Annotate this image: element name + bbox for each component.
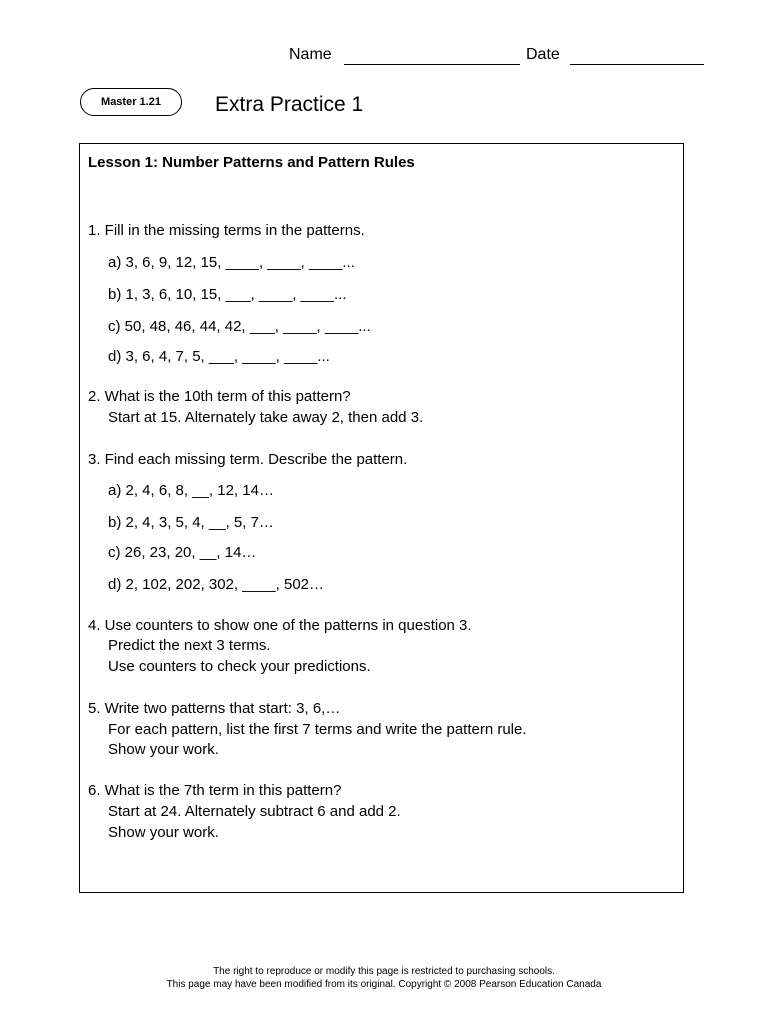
date-label: Date bbox=[526, 46, 560, 63]
q6-line2: Start at 24. Alternately subtract 6 and add 2. bbox=[108, 803, 401, 820]
date-field[interactable] bbox=[570, 46, 704, 65]
q6-prompt: 6. What is the 7th term in this pattern? bbox=[88, 782, 342, 799]
q1-item-d: d) 3, 6, 4, 7, 5, ___, ____, ____... bbox=[108, 348, 330, 365]
q4-prompt: 4. Use counters to show one of the patterns in question 3. bbox=[88, 617, 472, 634]
footer-rights: The right to reproduce or modify this page is restricted to purchasing schools. bbox=[213, 966, 555, 977]
q1-item-c: c) 50, 48, 46, 44, 42, ___, ____, ____... bbox=[108, 318, 371, 335]
q1-item-b: b) 1, 3, 6, 10, 15, ___, ____, ____... bbox=[108, 286, 347, 303]
q2-line2: Start at 15. Alternately take away 2, then add 3. bbox=[108, 409, 424, 426]
q3-prompt: 3. Find each missing term. Describe the pattern. bbox=[88, 451, 408, 468]
q3-item-d: d) 2, 102, 202, 302, ____, 502… bbox=[108, 576, 324, 593]
q4-line2: Predict the next 3 terms. bbox=[108, 637, 271, 654]
name-field[interactable] bbox=[344, 46, 520, 65]
q5-line3: Show your work. bbox=[108, 741, 219, 758]
lesson-heading: Lesson 1: Number Patterns and Pattern Rules bbox=[88, 154, 415, 171]
q3-item-a: a) 2, 4, 6, 8, __, 12, 14… bbox=[108, 482, 274, 499]
name-date-row bbox=[0, 46, 768, 70]
q5-line2: For each pattern, list the first 7 terms and write the pattern rule. bbox=[108, 721, 527, 738]
q2-prompt: 2. What is the 10th term of this pattern? bbox=[88, 388, 351, 405]
footer-copyright: This page may have been modified from its original. Copyright © 2008 Pearson Education Canada bbox=[166, 979, 602, 990]
worksheet-box bbox=[79, 143, 684, 893]
master-badge: Master 1.21 bbox=[80, 88, 182, 116]
q6-line3: Show your work. bbox=[108, 824, 219, 841]
q1-item-a: a) 3, 6, 9, 12, 15, ____, ____, ____... bbox=[108, 254, 355, 271]
q4-line3: Use counters to check your predictions. bbox=[108, 658, 371, 675]
page-title: Extra Practice 1 bbox=[215, 93, 364, 116]
q5-prompt: 5. Write two patterns that start: 3, 6,… bbox=[88, 700, 341, 717]
name-label: Name bbox=[289, 46, 332, 63]
q1-prompt: 1. Fill in the missing terms in the patterns. bbox=[88, 222, 365, 239]
q3-item-c: c) 26, 23, 20, __, 14… bbox=[108, 544, 257, 561]
q3-item-b: b) 2, 4, 3, 5, 4, __, 5, 7… bbox=[108, 514, 274, 531]
